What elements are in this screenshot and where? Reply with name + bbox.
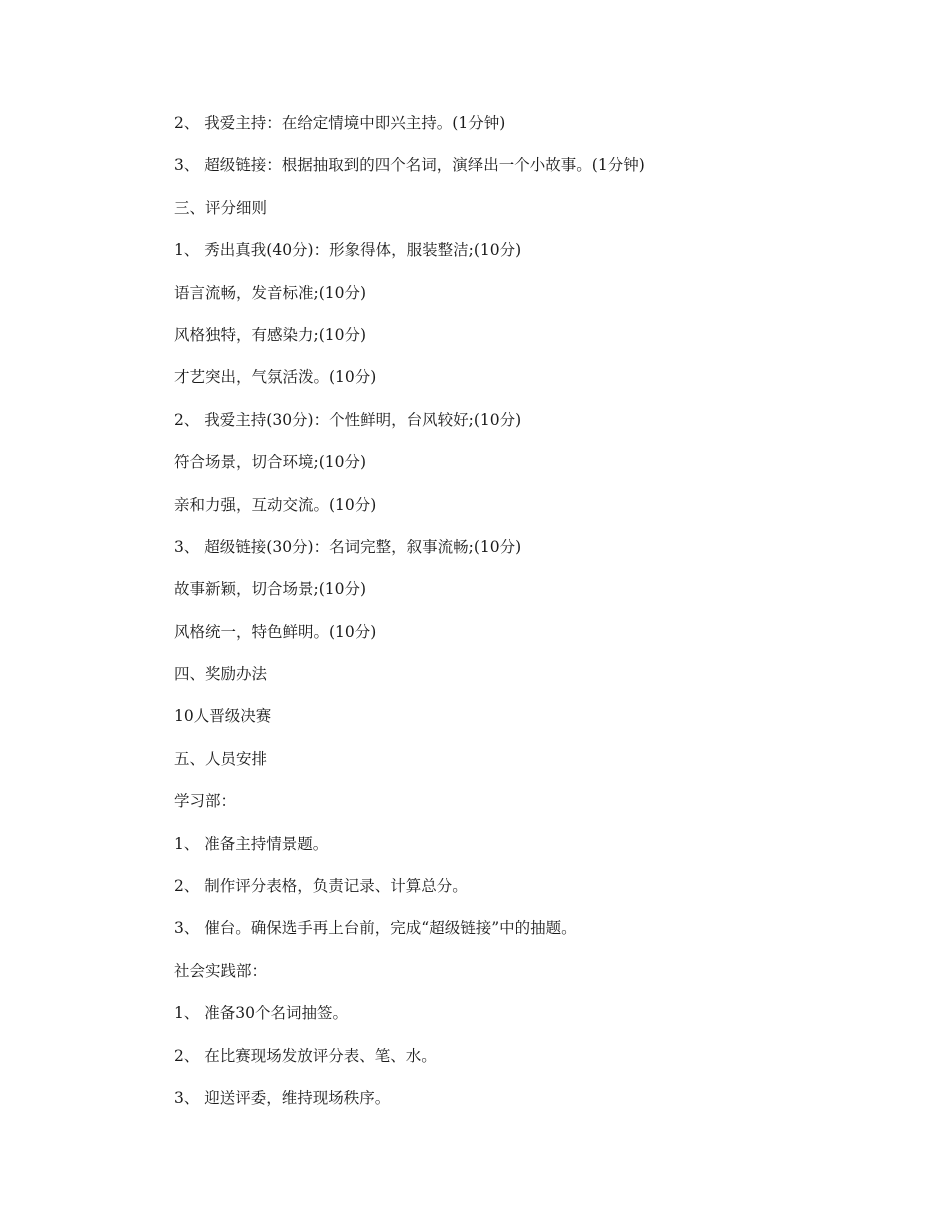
section-heading-scoring: 三、评分细则	[174, 198, 268, 217]
text-line-13: 风格统一，特色鲜明。(10分)	[174, 622, 377, 641]
text-line-22: 1、 准备30个名词抽签。	[174, 1004, 349, 1023]
text-line-15: 10人晋级决赛	[174, 707, 272, 726]
document-body	[174, 110, 874, 1127]
text-line-19: 2、 制作评分表格，负责记录、计算总分。	[174, 877, 468, 896]
text-line-23: 2、 在比赛现场发放评分表、笔、水。	[174, 1046, 437, 1065]
text-line-21: 社会实践部：	[174, 961, 268, 980]
text-line-17: 学习部：	[174, 792, 237, 811]
text-line-7: 才艺突出，气氛活泼。(10分)	[174, 368, 377, 387]
text-line-24: 3、 迎送评委，维持现场秩序。	[174, 1088, 391, 1107]
section-heading-rewards: 四、奖励办法	[174, 665, 268, 684]
text-line-10: 亲和力强，互动交流。(10分)	[174, 495, 377, 514]
text-line-11: 3、 超级链接(30分)：名词完整，叙事流畅;(10分)	[174, 537, 522, 556]
text-line-12: 故事新颖，切合场景;(10分)	[174, 580, 367, 599]
section-heading-staffing: 五、人员安排	[174, 749, 268, 768]
text-line-2: 3、 超级链接：根据抽取到的四个名词，演绎出一个小故事。(1分钟)	[174, 156, 645, 175]
text-line-1: 2、 我爱主持：在给定情境中即兴主持。(1分钟)	[174, 114, 506, 132]
text-line-4: 1、 秀出真我(40分)：形象得体，服装整洁;(10分)	[174, 241, 522, 260]
text-line-6: 风格独特，有感染力;(10分)	[174, 325, 367, 344]
text-line-9: 符合场景，切合环境;(10分)	[174, 453, 367, 472]
text-line-5: 语言流畅，发音标准;(10分)	[174, 283, 367, 302]
text-line-18: 1、 准备主持情景题。	[174, 834, 329, 853]
text-line-20: 3、 催台。确保选手再上台前，完成“超级链接”中的抽题。	[174, 919, 577, 938]
text-line-8: 2、 我爱主持(30分)：个性鲜明，台风较好;(10分)	[174, 410, 522, 429]
